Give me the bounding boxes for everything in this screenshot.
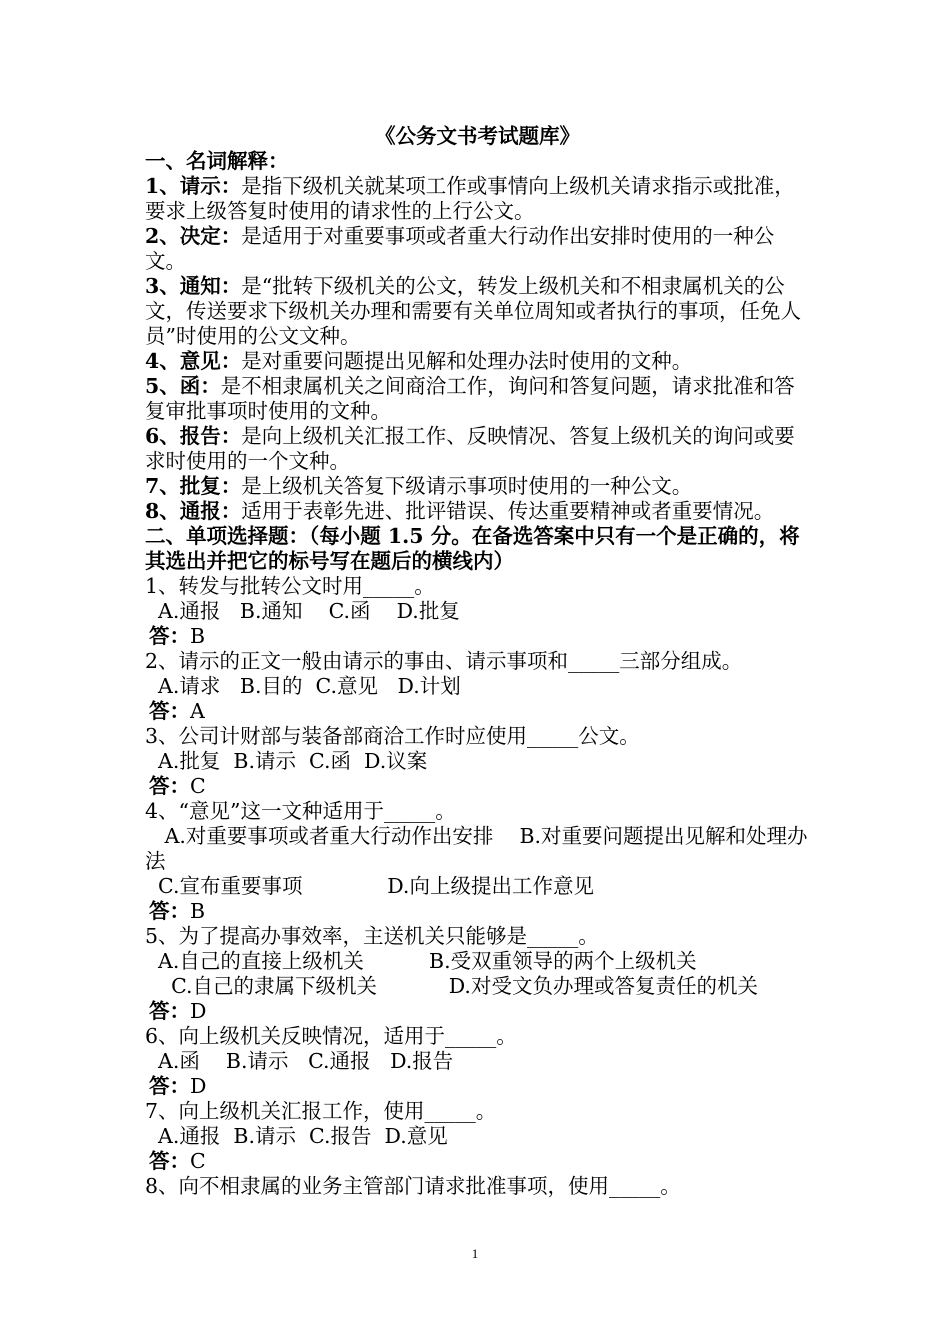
answer-value: A (190, 699, 205, 723)
question-text: 4、“意见”这一文种适用于_____。 (145, 799, 456, 823)
term-number: 7、 (145, 474, 180, 498)
question-options: C.宣布重要事项 D.向上级提出工作意见 (145, 874, 594, 898)
question-text: 1、转发与批转公文时用_____。 (145, 574, 435, 598)
term-definition: 是“批转下级机关的公文，转发上级机关和不相隶属机关的公文，传送要求下级机关办理和需要有关单位周知或者执行的事项，任免人员”时使用的公文文种。 (145, 274, 801, 348)
term-name: 函： (179, 374, 221, 398)
term-definition: 是适用于对重要事项或者重大行动作出安排时使用的一种公文。 (145, 224, 775, 273)
term-number: 2、 (145, 224, 180, 248)
answer-line (145, 1074, 810, 1099)
question-options: A.通报 B.通知 C.函 D.批复 (145, 599, 460, 623)
question-text: 8、向不相隶属的业务主管部门请求批准事项，使用_____。 (145, 1174, 681, 1198)
question-options: A.函 B.请示 C.通报 D.报告 (145, 1049, 454, 1073)
question-options: A.对重要事项或者重大行动作出安排 B.对重要问题提出见解和处理办法 (145, 824, 808, 873)
term-definition: 是不相隶属机关之间商洽工作，询问和答复问题，请求批准和答复审批事项时使用的文种。 (145, 374, 795, 423)
answer-label: 答： (149, 624, 190, 648)
answer-line (145, 774, 810, 799)
answer-label: 答： (149, 699, 190, 723)
section-heading-terms: 一、名词解释： (145, 149, 289, 173)
answer-label: 答： (149, 999, 190, 1023)
term-name: 决定： (179, 224, 242, 248)
answer-value: D (190, 1074, 207, 1098)
answer-label: 答： (149, 774, 190, 798)
answer-value: C (190, 774, 206, 798)
answer-label: 答： (149, 1074, 190, 1098)
answer-value: B (190, 624, 206, 648)
answer-value: B (190, 899, 206, 923)
answer-label: 答： (149, 899, 190, 923)
question-text: 7、向上级机关汇报工作，使用_____。 (145, 1099, 497, 1123)
answer-line (145, 699, 810, 724)
answer-value: C (190, 1149, 206, 1173)
question-text: 6、向上级机关反映情况，适用于_____。 (145, 1024, 517, 1048)
question-text: 3、公司计财部与装备部商洽工作时应使用_____公文。 (145, 724, 640, 748)
section-heading-choice: 二、单项选择题：（每小题 1.5 分。在备选答案中只有一个是正确的，将其选出并把它的标号写在题后的横线内） (145, 524, 800, 573)
question-options: A.自己的直接上级机关 B.受双重领导的两个上级机关 (145, 949, 697, 973)
question-options: A.请求 B.目的 C.意见 D.计划 (145, 674, 461, 698)
term-item (145, 174, 810, 224)
term-item (145, 474, 810, 499)
term-item (145, 274, 810, 349)
term-number: 3、 (145, 274, 180, 298)
term-item (145, 499, 810, 524)
question-text: 5、为了提高办事效率，主送机关只能够是_____。 (145, 924, 599, 948)
term-definition: 适用于表彰先进、批评错误、传达重要精神或者重要情况。 (241, 499, 775, 523)
answer-line (145, 624, 810, 649)
term-number: 5、 (145, 374, 180, 398)
answer-value: D (190, 999, 207, 1023)
term-definition: 是向上级机关汇报工作、反映情况、答复上级机关的询问或要求时使用的一个文种。 (145, 424, 795, 473)
term-number: 8、 (145, 499, 180, 523)
term-item (145, 224, 810, 274)
term-number: 4、 (145, 349, 180, 373)
question-options: A.批复 B.请示 C.函 D.议案 (145, 749, 428, 773)
term-definition: 是上级机关答复下级请示事项时使用的一种公文。 (241, 474, 693, 498)
answer-label: 答： (149, 1149, 190, 1173)
term-definition: 是对重要问题提出见解和处理办法时使用的文种。 (241, 349, 693, 373)
term-number: 1、 (145, 174, 180, 198)
answer-line (145, 1149, 810, 1174)
document-page (145, 124, 810, 1199)
answer-line (145, 899, 810, 924)
question-options: A.通报 B.请示 C.报告 D.意见 (145, 1124, 448, 1148)
document-title: 《公务文书考试题库》 (375, 124, 580, 148)
term-name: 通知： (179, 274, 242, 298)
question-options: C.自己的隶属下级机关 D.对受文负办理或答复责任的机关 (145, 974, 758, 998)
term-name: 批复： (179, 474, 242, 498)
term-number: 6、 (145, 424, 180, 448)
term-definition: 是指下级机关就某项工作或事情向上级机关请求指示或批准，要求上级答复时使用的请求性的上行公文。 (145, 174, 795, 223)
term-item (145, 374, 810, 424)
term-name: 报告： (179, 424, 242, 448)
term-item (145, 349, 810, 374)
term-name: 意见： (179, 349, 242, 373)
page-number: 1 (471, 1246, 479, 1261)
questions-list (145, 574, 810, 1199)
question-text: 2、请示的正文一般由请示的事由、请示事项和_____三部分组成。 (145, 649, 743, 673)
terms-list (145, 174, 810, 524)
term-name: 通报： (179, 499, 242, 523)
term-name: 请示： (179, 174, 242, 198)
answer-line (145, 999, 810, 1024)
term-item (145, 424, 810, 474)
